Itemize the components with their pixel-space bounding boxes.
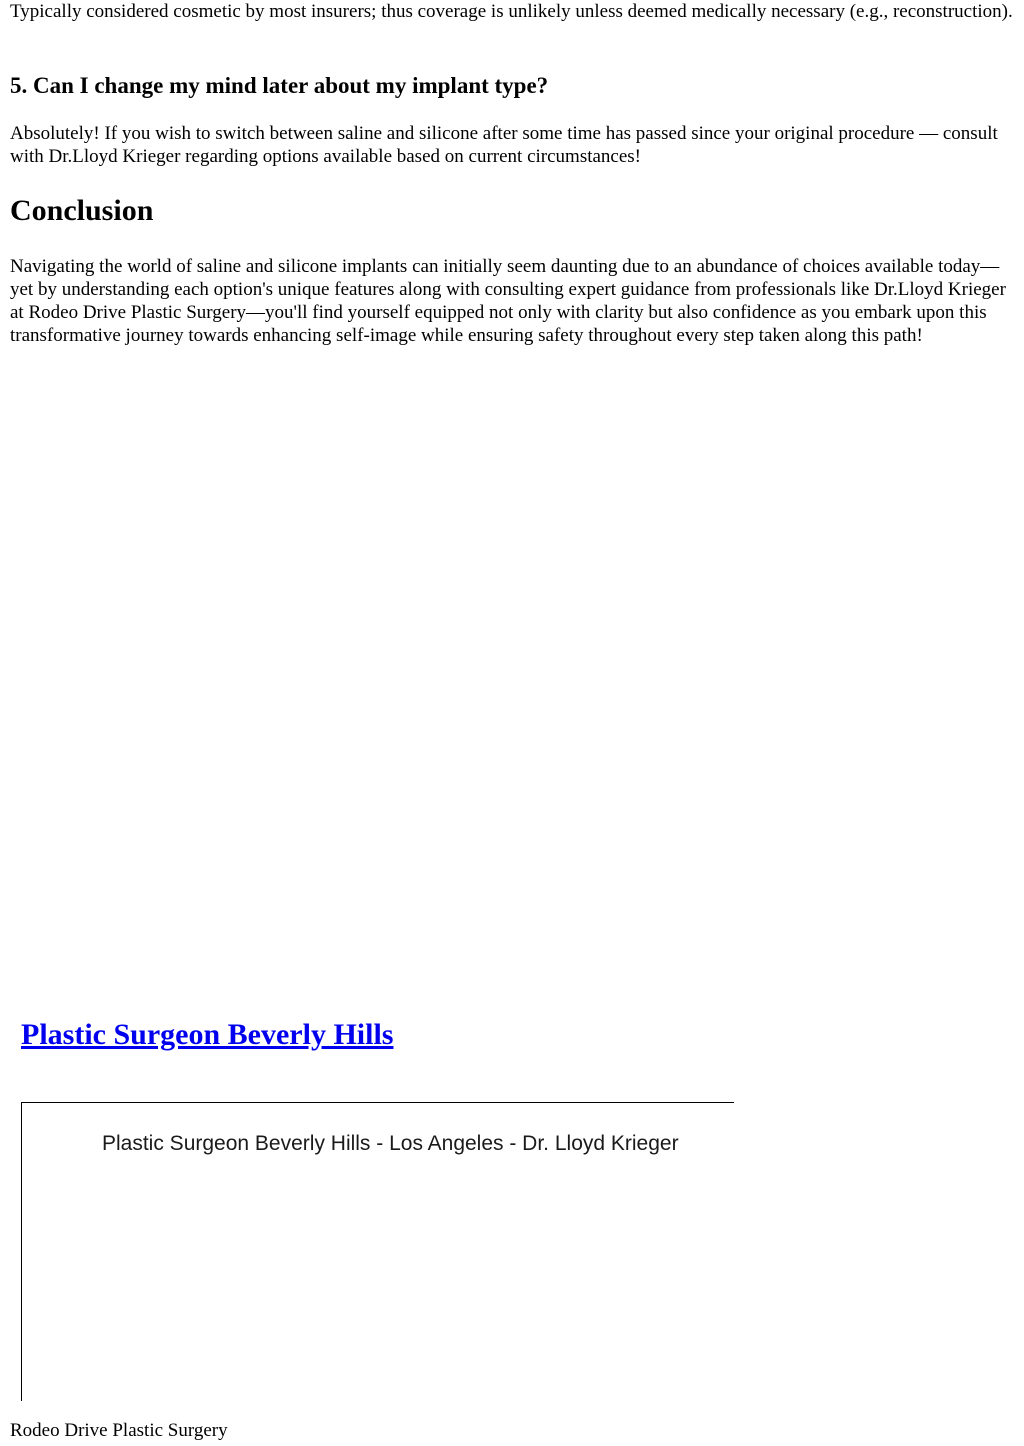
insurance-answer-paragraph: Typically considered cosmetic by most insurers; thus coverage is unlikely unless deemed medically necessary (e.g., reconstruction). bbox=[10, 1, 1013, 22]
conclusion-paragraph: Navigating the world of saline and silicone implants can initially seem daunting due to an abundance of choices available today—yet by understanding each option's unique features along with consulting expert guidance from professionals like Dr.Lloyd Krieger at Rodeo Drive Plastic Surgery—you'll find yourself equipped not only with clarity but also confidence as you embark upon this transformative journey towards enhancing self-image while ensuring safety throughout every step taken along this path! bbox=[10, 256, 1006, 346]
plastic-surgeon-link[interactable]: Plastic Surgeon Beverly Hills bbox=[21, 1018, 394, 1051]
faq-answer-paragraph: Absolutely! If you wish to switch between saline and silicone after some time has passed since your original procedure — consult with Dr.Lloyd Krieger regarding options available based on current circumstances! bbox=[10, 123, 998, 167]
footer-business-name: Rodeo Drive Plastic Surgery bbox=[10, 1420, 228, 1441]
conclusion-heading: Conclusion bbox=[10, 194, 154, 227]
faq-question-heading: 5. Can I change my mind later about my implant type? bbox=[10, 73, 549, 98]
video-title[interactable]: Plastic Surgeon Beverly Hills - Los Angeles - Dr. Lloyd Krieger bbox=[102, 1132, 679, 1155]
video-embed[interactable] bbox=[21, 1102, 734, 1401]
